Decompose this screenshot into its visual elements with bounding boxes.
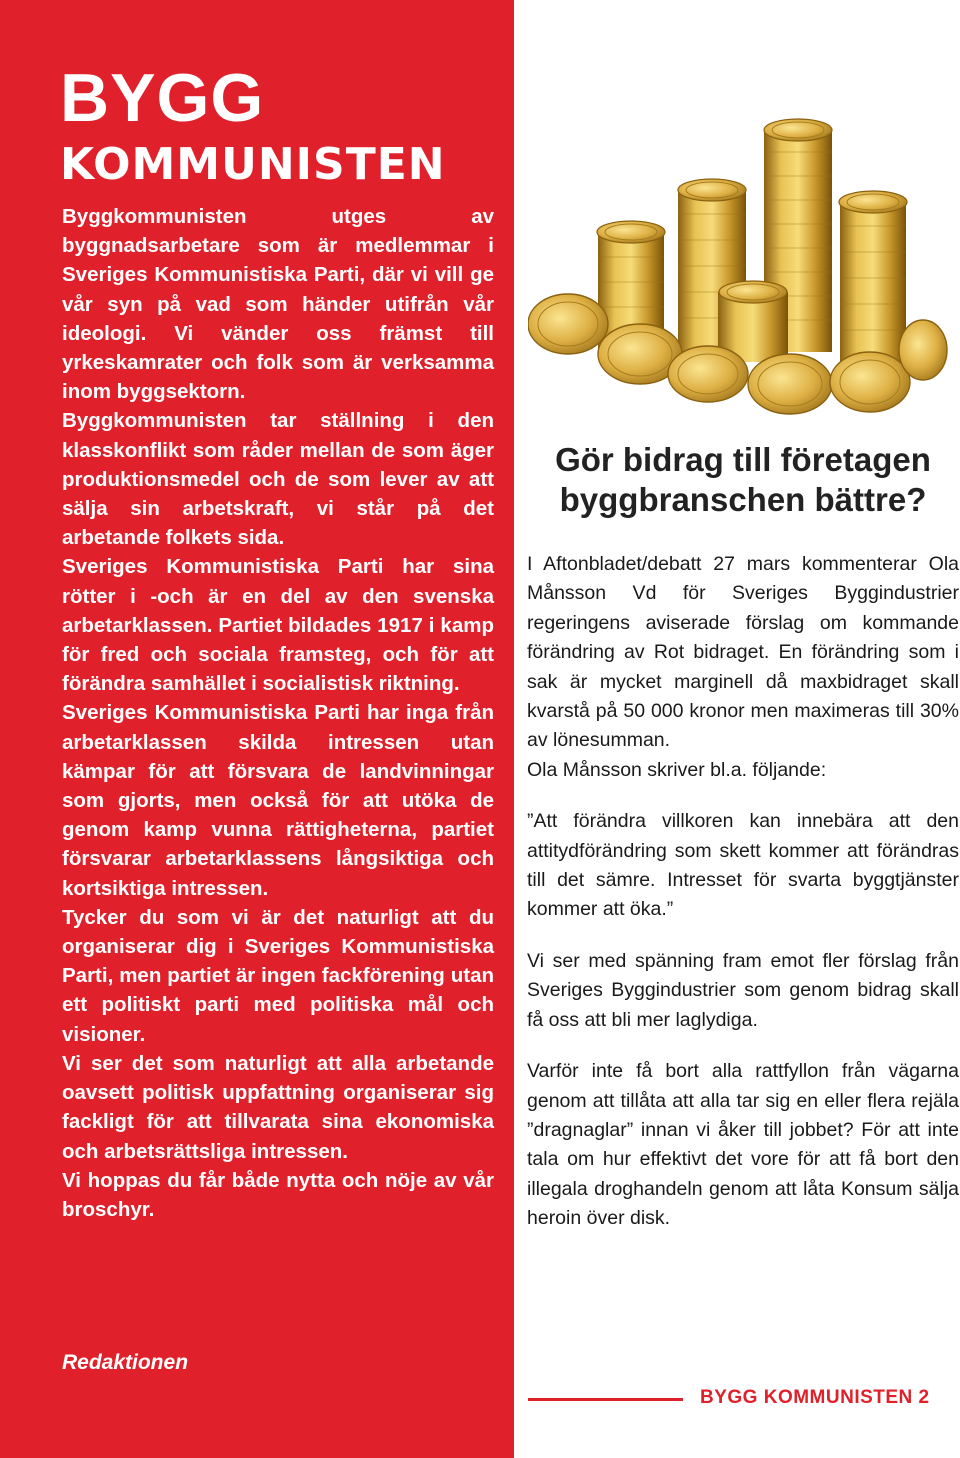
article-title-line: Gör bidrag till företagen xyxy=(555,441,931,478)
article-paragraph: Ola Månsson skriver bl.a. följande: xyxy=(527,758,827,781)
masthead-title-kommunisten: KOMMUNISTEN xyxy=(60,139,446,190)
article-title-line: byggbranschen bättre? xyxy=(559,481,927,518)
intro-paragraph: Sveriges Kommunistiska Parti har inga från arbetarklassen skilda intressen utan kämpar för att försvara de landvinningar som gjorts, men också för att utöka de genom kamp vunna rättigheterna, partiet försvarar arbetarklassens långsiktiga och kortsiktiga intressen. xyxy=(62,701,494,900)
article-paragraph: Vi ser med spänning fram emot fler förslag från Sveriges Byggindustrier som genom bidrag skall få oss att bli mer laglydiga. xyxy=(527,949,959,1031)
masthead-title-bygg: BYGG xyxy=(60,60,265,136)
intro-paragraph: Vi hoppas du får både nytta och nöje av vår broschyr. xyxy=(62,1168,494,1221)
article-paragraph: Varför inte få bort alla rattfyllon från vägarna genom att tillåta att alla tar sig en eller flera rejäla ”dragnaglar” innan vi åker till jobbet? För att inte tala om hur effektivt det vore för att få bort den illegala droghandeln genom att låta Konsum sälja heroin över disk. xyxy=(527,1060,959,1230)
footer-rule xyxy=(528,1398,683,1401)
article-paragraph: I Aftonbladet/debatt 27 mars kommenterar Ola Månsson Vd för Sveriges Byggindustrier regeringens aviserade förslag om kommande förändring av Rot bidraget. En förändring som i sak är mycket marginell då maxbidraget skall kvarstå på 50 000 kronor men maximeras till 30% av lönesumman. xyxy=(527,553,959,752)
footer-page-label: BYGG KOMMUNISTEN 2 xyxy=(700,1387,930,1408)
intro-paragraph: Tycker du som vi är det naturligt att du organiserar dig i Sveriges Kommunistiska Parti, men partiet är ingen fackförening utan ett politiskt parti med politiska mål och visioner. xyxy=(62,905,494,1046)
gold-coins-image xyxy=(528,92,948,422)
article-body xyxy=(527,550,959,1256)
intro-paragraph: Byggkommunisten utges av byggnadsarbetare som är medlemmar i Sveriges Kommunistiska Parti, där vi vill ge vår syn på vad som händer utifrån vår ideologi. Vi vänder oss främst till yrkeskamrater och folk som är verksamma inom byggsektorn. xyxy=(62,205,494,404)
article-quote: ”Att förändra villkoren kan innebära att den attitydförändring som skett kommer att förändras till det sämre. Intresset för svarta byggtjänster kommer att öka.” xyxy=(527,810,959,921)
intro-paragraph: Vi ser det som naturligt att alla arbetande oavsett politisk uppfattning organiserar sig fackligt för att tillvarata sina ekonomiska och arbetsrättsliga intressen. xyxy=(62,1051,494,1163)
intro-paragraph: Byggkommunisten tar ställning i den klasskonflikt som råder mellan de som äger produktionsmedel och de som lever av att sälja sin arbetskraft, vi står på det arbetande folkets sida. xyxy=(62,409,494,550)
intro-text xyxy=(62,202,494,1224)
article-title xyxy=(526,440,960,520)
editorial-signature: Redaktionen xyxy=(62,1351,189,1374)
intro-paragraph: Sveriges Kommunistiska Parti har sina rötter i -och är en del av den svenska arbetarklassen. Partiet bildades 1917 i kamp för fred och sociala framsteg, och för att förändra samhället i socialistisk riktning. xyxy=(62,555,494,696)
